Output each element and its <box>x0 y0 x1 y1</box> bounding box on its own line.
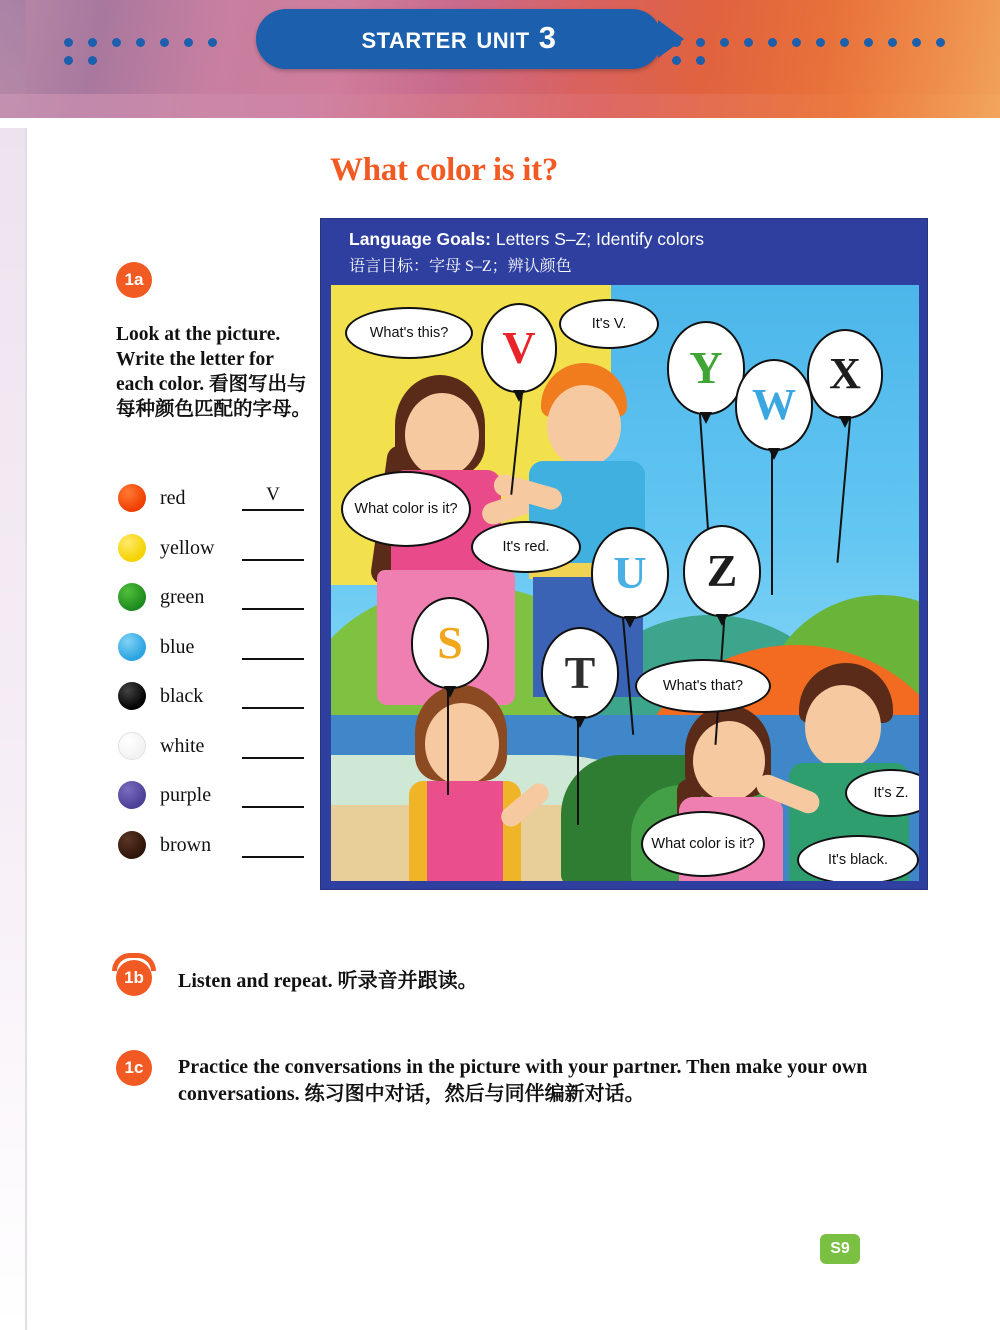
balloon-letter-x-text: X <box>829 349 861 398</box>
illustration-scene <box>331 285 919 881</box>
speech-bubble-whats-that: What's that? <box>635 659 771 713</box>
activity-1a-instruction-en: Look at the picture. Write the letter for each color. <box>116 324 281 395</box>
color-swatch-green <box>118 583 146 611</box>
color-swatch-purple <box>118 781 146 809</box>
color-swatch-blue <box>118 633 146 661</box>
color-swatch-yellow <box>118 534 146 562</box>
activity-1c-text-cn: 练习图中对话，然后与同伴编新对话。 <box>304 1083 645 1105</box>
character-girl-bottom-left <box>393 685 543 881</box>
answer-line-yellow <box>242 559 304 561</box>
color-swatch-brown <box>118 831 146 859</box>
balloon-string-s <box>447 685 449 795</box>
balloon-string-w <box>771 445 773 595</box>
activity-1b-text <box>178 968 818 995</box>
activity-1c-text <box>178 1054 878 1108</box>
speech-bubble-what-color-is-it-bottom: What color is it? <box>641 811 765 877</box>
language-goals-en: Letters S–Z; Identify colors <box>495 229 704 249</box>
balloon-letter-w-text: W <box>752 380 796 429</box>
answer-line-green <box>242 608 304 610</box>
balloon-letter-w[interactable] <box>735 359 813 451</box>
speech-bubble-what-color-is-it-top: What color is it? <box>341 471 471 547</box>
balloon-letter-t[interactable] <box>541 627 619 719</box>
left-margin-band <box>0 128 26 1330</box>
balloon-letter-s[interactable] <box>411 597 489 689</box>
answer-value-red[interactable]: V <box>266 484 280 505</box>
left-margin-rule <box>25 128 27 1330</box>
color-label-brown: brown <box>160 833 212 856</box>
activity-1b-text-cn: 听录音并跟读。 <box>337 970 478 992</box>
activity-badge-1c: 1c <box>116 1050 152 1086</box>
activity-1c-text-en: Practice the conversations in the picture with your partner. Then make your own conversations. <box>178 1056 868 1105</box>
list-item <box>116 726 331 776</box>
balloon-letter-z-text: Z <box>706 545 738 596</box>
banner-separator <box>0 118 1000 128</box>
balloon-letter-t-text: T <box>564 647 596 698</box>
color-label-green: green <box>160 586 205 608</box>
color-label-white: white <box>160 734 205 757</box>
activity-1b-text-en: Listen and repeat. <box>178 970 333 992</box>
color-label-blue: blue <box>160 635 195 658</box>
list-item <box>116 528 331 578</box>
answer-line-purple <box>242 806 304 808</box>
speech-bubble-its-z: It's Z. <box>845 769 919 817</box>
balloon-letter-u-text: U <box>613 547 647 598</box>
page-number: S9 <box>820 1234 860 1264</box>
top-banner <box>0 0 1000 118</box>
answer-line-white <box>242 757 304 759</box>
balloon-letter-v[interactable] <box>481 303 557 393</box>
balloon-letter-y[interactable] <box>667 321 745 415</box>
answer-line-black <box>242 707 304 709</box>
banner-left-edge <box>0 0 26 118</box>
activity-badge-1b: 1b <box>116 960 152 996</box>
balloon-letter-u[interactable] <box>591 527 669 619</box>
banner-dots-right <box>672 34 972 43</box>
page-title: What color is it? <box>330 152 559 188</box>
language-goals-cn: 语言目标：字母 S–Z；辨认颜色 <box>349 258 572 275</box>
balloon-letter-z[interactable] <box>683 525 761 617</box>
activity-1a-instruction <box>116 322 316 422</box>
list-item <box>116 676 331 726</box>
banner-dots-left <box>64 34 254 43</box>
color-swatch-red <box>118 484 146 512</box>
color-answer-list <box>116 478 331 874</box>
language-goals-label: Language Goals: <box>349 229 491 249</box>
color-swatch-black <box>118 682 146 710</box>
color-label-purple: purple <box>160 784 212 806</box>
balloon-string-t <box>577 715 579 825</box>
balloon-letter-v-text: V <box>502 322 536 373</box>
unit-title: starter unit 3 <box>361 20 557 55</box>
activity-badge-1a: 1a <box>116 262 152 298</box>
picture-panel <box>320 218 928 890</box>
speech-bubble-its-black: It's black. <box>797 835 919 881</box>
speech-bubble-its-red: It's red. <box>471 521 581 573</box>
color-label-black: black <box>160 685 204 707</box>
list-item <box>116 577 331 627</box>
activity-1a-instruction-cn: 看图写出与每种颜色匹配的字母。 <box>116 374 312 420</box>
list-item <box>116 825 331 875</box>
color-label-red: red <box>160 487 186 509</box>
balloon-letter-x[interactable] <box>807 329 883 419</box>
balloon-letter-s-text: S <box>437 617 463 668</box>
color-swatch-white <box>118 732 146 760</box>
list-item <box>116 627 331 677</box>
answer-line-blue <box>242 658 304 660</box>
list-item <box>116 775 331 825</box>
answer-line-brown <box>242 856 304 858</box>
language-goals-en-line <box>349 229 929 250</box>
language-goals <box>321 219 929 285</box>
speech-bubble-whats-this: What's this? <box>345 307 473 359</box>
color-label-yellow: yellow <box>160 536 215 559</box>
speech-bubble-its-v: It's V. <box>559 299 659 349</box>
unit-pill <box>256 9 662 69</box>
balloon-letter-y-text: Y <box>689 342 723 393</box>
list-item <box>116 478 331 528</box>
